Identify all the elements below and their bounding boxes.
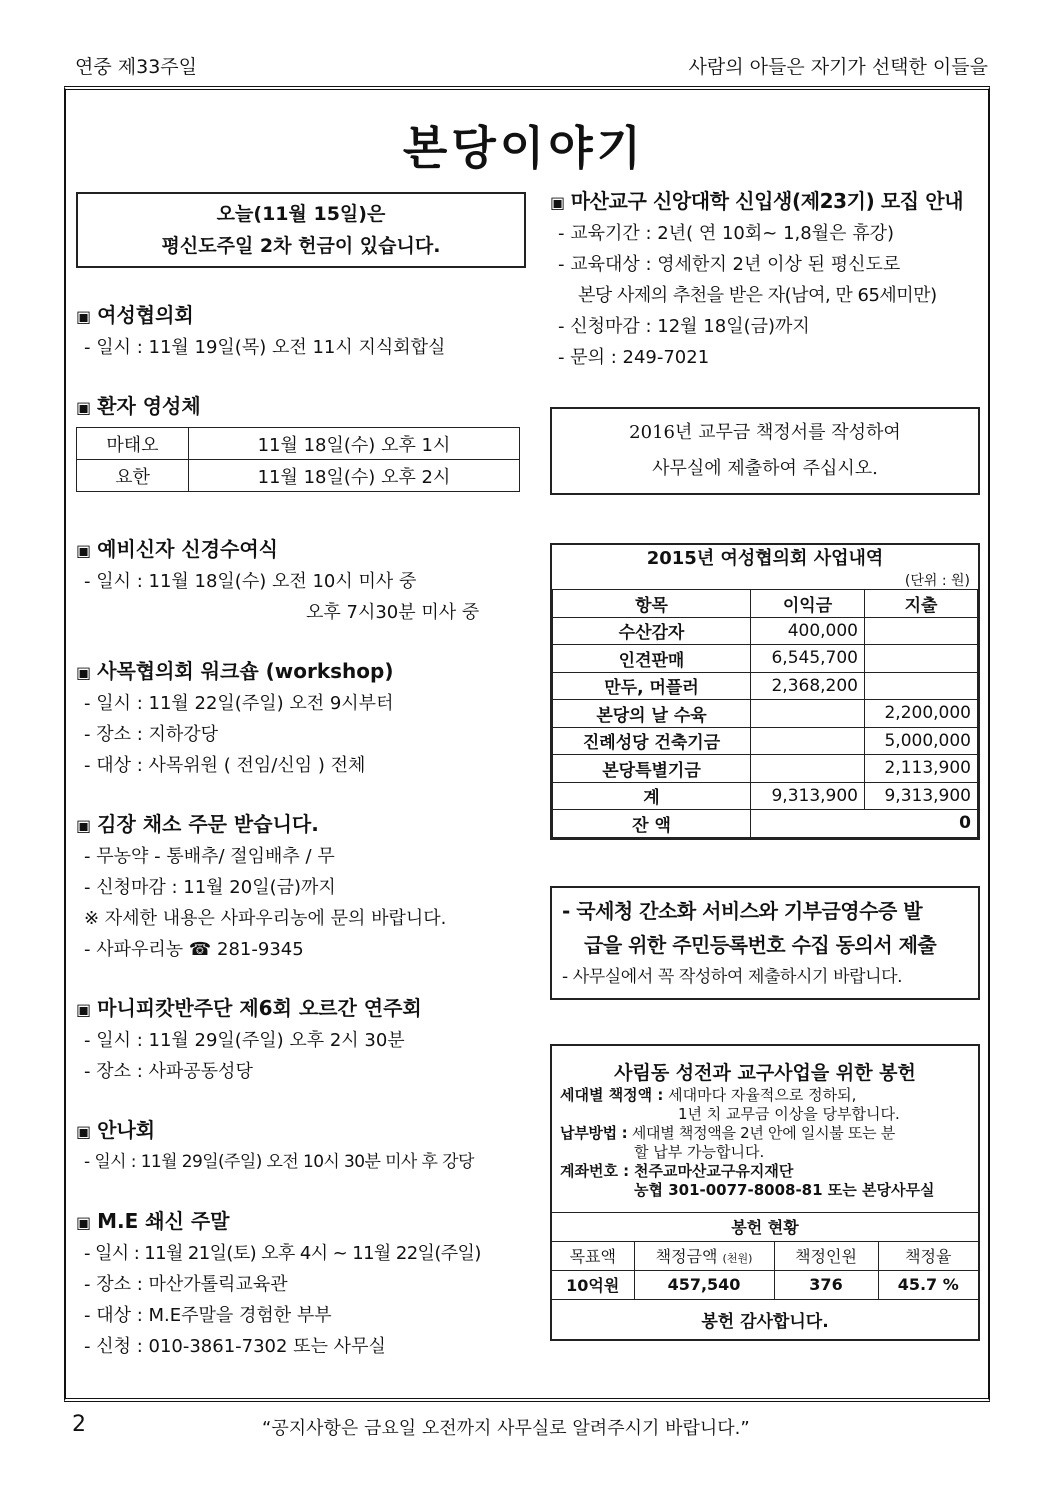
business-table [552, 589, 978, 838]
heading-text: 예비신자 신경수여식 [97, 537, 278, 561]
column-header: 항목 [553, 590, 751, 618]
item-cell: 진례성당 건축기금 [553, 727, 751, 755]
table-header-row [553, 590, 978, 618]
offering-line: 1년 치 교무금 이상을 당부합니다. [678, 1104, 900, 1123]
table-row [553, 672, 978, 700]
column-header [634, 1241, 774, 1270]
square-bullet-icon: ▣ [76, 541, 92, 560]
info-line: - 장소 : 지하강당 [84, 724, 219, 745]
square-bullet-icon: ▣ [76, 1213, 92, 1232]
item-cell: 본당특별기금 [553, 755, 751, 783]
heading-text: 마니피캇반주단 제6회 오르간 연주회 [97, 996, 422, 1020]
left-column [76, 192, 526, 1362]
tax-notice-line3: - 사무실에서 꼭 작성하여 제출하시기 바랍니다. [562, 966, 903, 987]
table-cell: 요한 [77, 460, 189, 492]
info-line: - 무농약 - 통배추/ 절임배추 / 무 [84, 846, 335, 867]
square-bullet-icon: ▣ [76, 1122, 92, 1141]
expense-cell: 2,200,000 [865, 700, 978, 728]
section-heading [76, 1115, 526, 1147]
heading-text: 마산교구 신앙대학 신입생(제23기) 모집 안내 [570, 189, 964, 213]
tax-notice-box [550, 886, 980, 1000]
catechumen-section [76, 534, 526, 628]
today-notice-line1: 오늘(11월 15일)은 [216, 203, 386, 225]
table-row [553, 617, 978, 645]
today-notice-box [76, 192, 526, 268]
offering-line: 농협 301-0077-8008-81 또는 본당사무실 [634, 1180, 935, 1199]
item-cell: 만두, 머플러 [553, 672, 751, 700]
right-column [550, 186, 982, 1341]
tax-notice-line1: - 국세청 간소화 서비스와 기부금영수증 발 [562, 898, 923, 923]
offering-line [552, 1086, 978, 1105]
heading-text: 여성협의회 [97, 303, 194, 327]
expense-cell [865, 617, 978, 645]
square-bullet-icon: ▣ [550, 193, 565, 212]
magnificat-section [76, 993, 526, 1087]
info-line: 본당 사제의 추천을 받은 자(남여, 만 65세미만) [578, 285, 937, 306]
business-title: 2015년 여성협의회 사업내역 [646, 548, 884, 569]
pastoral-workshop-section [76, 656, 526, 781]
info-line: - 사파우리농 ☎ 281-9345 [84, 939, 304, 960]
info-line: - 일시 : 11월 19일(목) 오전 11시 지식회합실 [84, 337, 446, 358]
expense-cell: 5,000,000 [865, 727, 978, 755]
table-row [552, 1270, 978, 1299]
table-cell: 11월 18일(수) 오후 1시 [189, 428, 520, 460]
info-line: - 교육기간 : 2년( 연 10회~ 1,8월은 휴강) [558, 223, 894, 244]
thanks-text: 봉헌 감사합니다. [701, 1311, 829, 1332]
table-row [553, 755, 978, 783]
offering-status-table [552, 1212, 978, 1340]
tax-notice-line2: 급을 위한 주민등록번호 수집 동의서 제출 [584, 932, 937, 957]
seminary-section [550, 186, 982, 373]
info-line: - 장소 : 마산가톨릭교육관 [84, 1274, 288, 1295]
section-heading [76, 809, 526, 841]
heading-text: 사목협의회 워크숍 (workshop) [97, 659, 394, 683]
field-label: 납부방법 : [560, 1123, 628, 1142]
info-line: - 일시 : 11월 29일(주일) 오후 2시 30분 [84, 1030, 405, 1051]
square-bullet-icon: ▣ [76, 816, 92, 835]
today-notice-line2: 평신도주일 2차 헌금이 있습니다. [161, 235, 441, 257]
thanks-row [552, 1299, 978, 1339]
heading-text: 안나회 [97, 1118, 156, 1142]
status-title: 봉헌 현황 [552, 1212, 978, 1241]
info-line: - 장소 : 사파공동성당 [84, 1061, 253, 1082]
table-cell: 11월 18일(수) 오후 2시 [189, 460, 520, 492]
info-line: - 대상 : M.E주말을 경험한 부부 [84, 1305, 332, 1326]
heading-text: 김장 채소 주문 받습니다. [97, 812, 319, 836]
table-row [553, 727, 978, 755]
header-unit: (천원) [722, 1252, 753, 1265]
status-title-row [552, 1212, 978, 1241]
section-heading [76, 391, 526, 423]
field-label: 계좌번호 : [560, 1161, 630, 1180]
patient-communion-section [76, 391, 526, 492]
offering-line: 할 납부 가능합니다. [634, 1142, 765, 1161]
budget-notice-box [550, 407, 980, 495]
square-bullet-icon: ▣ [76, 663, 92, 682]
table-header-row [552, 1241, 978, 1270]
balance-label: 잔 액 [553, 810, 751, 838]
info-line: - 대상 : 사목위원 ( 전임/신임 ) 전체 [84, 755, 366, 776]
offering-title: 사림동 성전과 교구사업을 위한 봉헌 [614, 1061, 916, 1084]
column-header: 지출 [865, 590, 978, 618]
women-business-table-box [550, 543, 980, 840]
field-text: 천주교마산교구유지재단 [633, 1161, 794, 1180]
expense-cell: 9,313,900 [865, 782, 978, 810]
budget-notice-line2: 사무실에 제출하여 주십시오. [652, 458, 878, 479]
expense-cell [865, 645, 978, 673]
section-heading [76, 1206, 526, 1238]
heading-text: 환자 영성체 [97, 394, 201, 418]
square-bullet-icon: ▣ [76, 307, 92, 326]
info-line: - 교육대상 : 영세한지 2년 이상 된 평신도로 [558, 254, 901, 275]
info-line: - 일시 : 11월 22일(주일) 오전 9시부터 [84, 693, 394, 714]
table-row [77, 460, 520, 492]
field-text: 세대별 책정액을 2년 안에 일시불 또는 분 [631, 1123, 895, 1142]
info-line: ※ 자세한 내용은 사파우리농에 문의 바랍니다. [84, 908, 447, 929]
expense-cell: 2,113,900 [865, 755, 978, 783]
women-council-section [76, 300, 526, 363]
patient-communion-table [76, 427, 520, 492]
info-line: - 일시 : 11월 21일(토) 오후 4시 ~ 11월 22일(주일) [84, 1243, 481, 1264]
footer-quote: “공지사항은 금요일 오전까지 사무실로 알려주시기 바랍니다.” [262, 1418, 750, 1439]
offering-box [550, 1044, 980, 1342]
business-unit: (단위 : 원) [904, 573, 970, 589]
column-header: 책정율 [878, 1241, 978, 1270]
expense-cell [865, 672, 978, 700]
section-heading [76, 300, 526, 332]
square-bullet-icon: ▣ [76, 398, 92, 417]
table-row [553, 782, 978, 810]
income-cell: 9,313,900 [751, 782, 865, 810]
income-cell: 6,545,700 [751, 645, 865, 673]
income-cell [751, 727, 865, 755]
me-weekend-section [76, 1206, 526, 1362]
page-number: 2 [72, 1412, 86, 1437]
gospel-phrase: 사람의 아들은 자기가 선택한 이들을 [688, 56, 988, 78]
income-cell [751, 700, 865, 728]
field-text: 세대마다 자율적으로 정하되, [668, 1085, 857, 1104]
square-bullet-icon: ▣ [76, 1000, 92, 1019]
rate-cell: 45.7 % [878, 1270, 978, 1299]
column-header: 이익금 [751, 590, 865, 618]
kimjang-section [76, 809, 526, 965]
budget-notice-line1: 2016년 교무금 책정서를 작성하여 [629, 422, 901, 443]
running-header [75, 52, 988, 82]
info-line: - 일시 : 11월 29일(주일) 오전 10시 30분 미사 후 강당 [84, 1152, 474, 1172]
heading-text: M.E 쇄신 주말 [97, 1209, 230, 1233]
field-label: 세대별 책정액 : [560, 1085, 664, 1104]
column-header: 목표액 [552, 1241, 634, 1270]
balance-value: 0 [751, 810, 978, 838]
offering-line [552, 1124, 978, 1143]
table-cell: 마태오 [77, 428, 189, 460]
people-cell: 376 [774, 1270, 878, 1299]
amount-cell: 457,540 [634, 1270, 774, 1299]
info-line: - 일시 : 11월 18일(수) 오전 10시 미사 중 [84, 571, 417, 592]
section-heading [76, 656, 526, 688]
info-line: - 문의 : 249-7021 [558, 347, 710, 368]
balance-row [553, 810, 978, 838]
section-heading [76, 534, 526, 566]
info-line: 오후 7시30분 미사 중 [306, 602, 480, 623]
sunday-title: 연중 제33주일 [75, 56, 197, 78]
item-cell: 본당의 날 수육 [553, 700, 751, 728]
income-cell: 400,000 [751, 617, 865, 645]
income-cell: 2,368,200 [751, 672, 865, 700]
page-footer [72, 1410, 988, 1450]
offering-line [552, 1162, 978, 1181]
masthead-title: 본당이야기 [402, 121, 646, 175]
table-row [77, 428, 520, 460]
info-line: - 신청마감 : 11월 20일(금)까지 [84, 877, 336, 898]
table-row [553, 645, 978, 673]
column-header: 책정인원 [774, 1241, 878, 1270]
table-row [553, 700, 978, 728]
income-cell [751, 755, 865, 783]
goal-cell: 10억원 [552, 1270, 634, 1299]
section-heading [76, 993, 526, 1025]
section-heading [550, 186, 982, 218]
item-cell: 인견판매 [553, 645, 751, 673]
header-text: 책정금액 [655, 1247, 718, 1266]
item-cell: 수산감자 [553, 617, 751, 645]
info-line: - 신청 : 010-3861-7302 또는 사무실 [84, 1336, 386, 1357]
guide-meeting-section [76, 1115, 526, 1178]
item-cell: 계 [553, 782, 751, 810]
info-line: - 신청마감 : 12월 18일(금)까지 [558, 316, 810, 337]
